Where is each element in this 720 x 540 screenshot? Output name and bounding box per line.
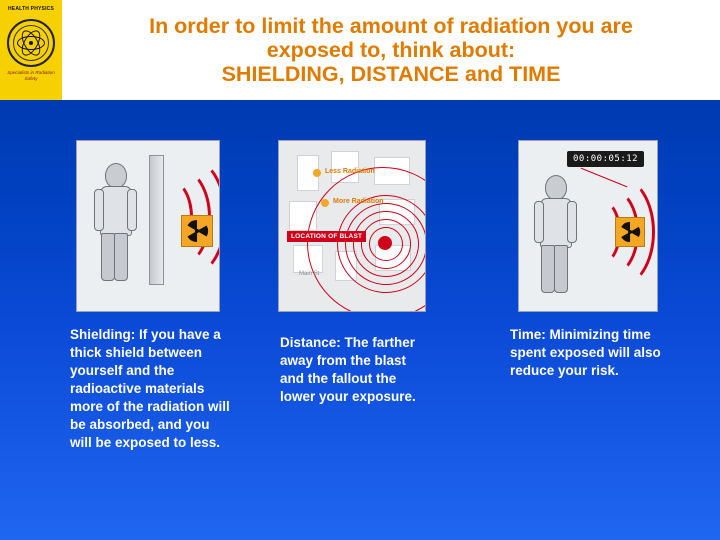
caption-shielding: Shielding: If you have a thick shield between yourself and the radioactive materials more of the radiation will be absorbed, and you will be exposed to less. xyxy=(70,327,230,450)
header-title-line1: In order to limit the amount of radiation you are xyxy=(149,13,633,38)
timer-display: 00:00:05:12 xyxy=(567,151,644,167)
label-less-radiation: Less Radiation xyxy=(325,168,375,175)
atom-seal-icon xyxy=(7,19,55,67)
caption-distance: Distance: The farther away from the blast and the fallout the lower your exposure. xyxy=(280,335,416,404)
organization-logo xyxy=(0,0,62,100)
column-distance xyxy=(268,140,448,406)
time-illustration xyxy=(518,140,658,312)
distance-map-illustration xyxy=(278,140,426,312)
radiation-trefoil-icon xyxy=(615,217,645,247)
label-main-st: Main St xyxy=(299,271,320,277)
column-time xyxy=(500,140,680,380)
more-radiation-marker xyxy=(321,199,329,207)
shielding-illustration xyxy=(76,140,220,312)
header-title-line3: SHIELDING, DISTANCE and TIME xyxy=(221,62,561,87)
header-title-block xyxy=(62,14,720,86)
radiation-trefoil-icon xyxy=(181,215,213,247)
logo-subtitle: Specialists in Radiation Safety xyxy=(7,69,55,81)
label-more-radiation: More Radiation xyxy=(333,198,384,205)
column-shielding xyxy=(62,140,242,452)
caption-time: Time: Minimizing time spent exposed will also reduce your risk. xyxy=(510,327,661,378)
logo-top-text: HEALTH PHYSICS xyxy=(7,6,55,12)
header-title-line2: exposed to, think about: xyxy=(266,37,516,62)
less-radiation-marker xyxy=(313,169,321,177)
label-location-of-blast: LOCATION OF BLAST xyxy=(287,231,366,242)
header-banner xyxy=(0,0,720,100)
